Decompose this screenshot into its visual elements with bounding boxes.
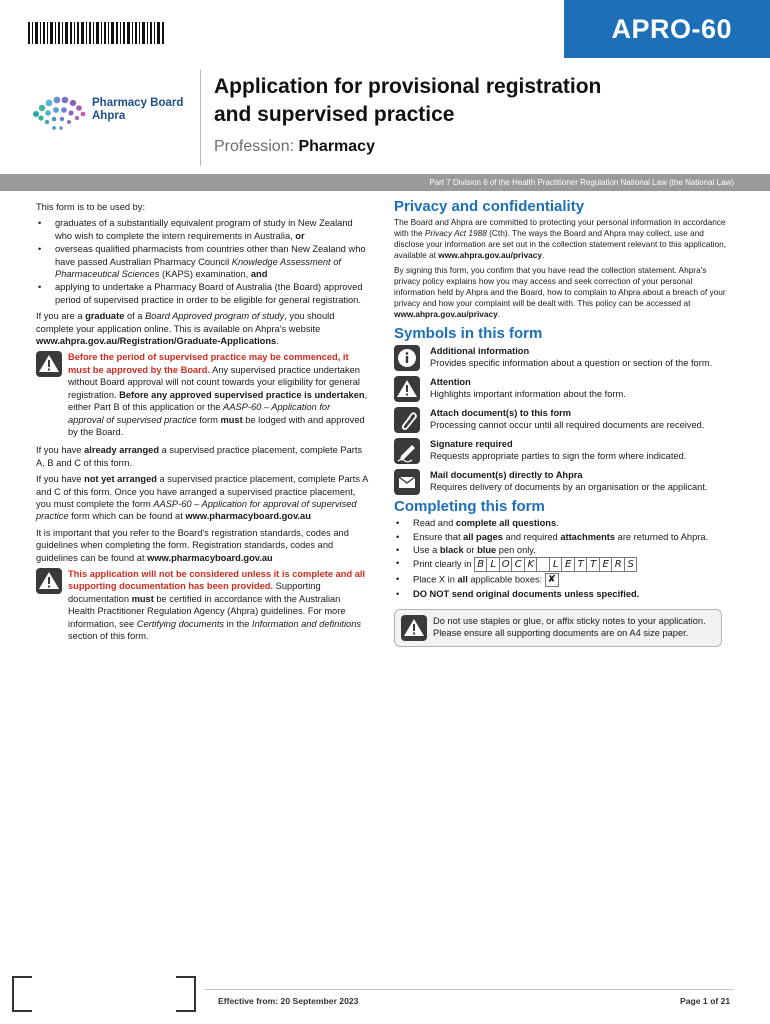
pharmacy-board-link[interactable]: www.pharmacyboard.gov.au [147,552,273,563]
crop-mark-left [12,976,32,1012]
graduate-applications-link[interactable]: www.ahpra.gov.au/Registration/Graduate-Applications [36,336,277,347]
attention-note-complete: This application will not be considered unless it is complete and all supporting documentation has been provided. Supporting documentation must be certified in accordance with the Australian Health Practitioner Regulation Agency (Ahpra) guidelines. For more information, see Certifying documents in the Information and definitions section of this form. [36,568,368,642]
privacy-paragraph-2: By signing this form, you confirm that you have read the collection statement. Ahpra's privacy policy explains how you may access and seek correction of your personal information held by Ahpra and the Board, how to complain to Ahpra about a breach of your privacy and how your complaint will be dealt with. This policy can be accessed at www.ahpra.gov.au/privacy. [394,265,726,320]
symbol-title: Attention [430,376,471,387]
privacy-link[interactable]: www.ahpra.gov.au/privacy [394,309,498,320]
symbol-desc: Requests appropriate parties to sign the form where indicated. [430,451,687,462]
symbol-title: Mail document(s) directly to Ahpra [430,469,583,480]
block-letters-example: B L O C K L E T T E R S [474,557,638,572]
form-code: APRO-60 [611,13,732,44]
list-item: • Read and complete all questions. [394,517,732,529]
symbol-attach [394,407,732,433]
symbol-desc: Provides specific information about a question or section of the form. [430,358,713,369]
graduate-paragraph: If you are a graduate of a Board Approved program of study, you should complete your application online. This is available on Ahpra's website www.ahpra.gov.au/Registration/Graduate-Applications. [36,311,335,347]
logo-line1: Pharmacy Board [92,97,184,109]
paperclip-icon [394,407,420,433]
symbol-title: Attach document(s) to this form [430,407,572,418]
symbol-desc: Processing cannot occur until all required documents are received. [430,420,705,431]
symbol-title: Signature required [430,438,513,449]
usage-list [36,217,368,306]
signature-icon [394,438,420,464]
logo-line2: Ahpra [92,110,126,122]
right-column [394,198,732,647]
intro-text: This form is to be used by: [36,202,146,212]
already-arranged-paragraph: If you have already arranged a supervised practice placement, complete Parts A, B and C of this form. [36,445,363,468]
attention-icon [36,351,62,377]
list-item: • Ensure that all pages and required attachments are returned to Ahpra. [394,531,732,543]
privacy-link[interactable]: www.ahpra.gov.au/privacy [438,250,543,261]
left-column [36,201,368,648]
barcode [28,22,164,44]
symbol-info [394,345,732,371]
crop-mark-right [176,976,196,1012]
list-item: • Place X in all applicable boxes: ✘ [394,573,732,587]
symbol-desc: Requires delivery of documents by an organisation or the applicant. [430,482,708,493]
symbol-signature [394,438,732,464]
list-item: • Print clearly in B L O C K L E T T E R S [394,557,732,572]
law-reference-bar [0,174,770,191]
logo-text [92,97,183,123]
header-divider [200,70,201,166]
list-item: • Use a black or blue pen only. [394,544,732,556]
standards-paragraph: It is important that you refer to the Board's registration standards, codes and guidelines when completing the form. Registration standards, codes and guidelines can be found at www.pharmacyboard.gov.au [36,527,349,563]
paper-notice-box [394,609,722,647]
title-line2: and supervised practice [214,103,455,126]
attention-icon [394,376,420,402]
symbol-title: Additional information [430,345,530,356]
symbols-heading: Symbols in this form [394,325,543,343]
profession-label: Profession: [214,138,299,155]
symbols-list [394,345,732,495]
symbol-attention [394,376,732,402]
page-title [214,73,734,129]
title-line1: Application for provisional registration [214,75,602,98]
notice-line2: Please ensure all supporting documents are on A4 size paper. [433,628,689,639]
mail-icon [394,469,420,495]
profession-value: Pharmacy [298,138,375,155]
pharmacy-board-link[interactable]: www.pharmacyboard.gov.au [185,511,311,522]
list-item: • graduates of a substantially equivalent program of study in New Zealand who wish to complete the intern requirements in Australia, or [36,217,368,242]
completing-heading: Completing this form [394,497,545,515]
list-item: • applying to undertake a Pharmacy Board of Australia (the Board) approved period of supervised practice in order to be eligible for general registration. [36,281,368,306]
symbol-mail [394,469,732,495]
list-item: • DO NOT send original documents unless specified. [394,588,732,600]
page-number: Page 1 of 21 [680,996,731,1006]
attention-icon [401,615,427,641]
form-code-banner [564,0,770,58]
info-icon [394,345,420,371]
profession [214,138,375,156]
list-item: • overseas qualified pharmacists from countries other than New Zealand who have passed Australian Pharmacy Council Knowledge Assessment of Pharmaceutical Sciences (KAPS) examination, and [36,243,368,280]
privacy-paragraph-1: The Board and Ahpra are committed to protecting your personal information in accordance with the Privacy Act 1988 (Cth). The ways the Board and Ahpra may collect, use and disclose your information are set out in the collection statement relevant to this application, available at www.ahpra.gov.au/privacy. [394,217,727,261]
footer-divider [204,989,734,990]
attention-icon [36,568,62,594]
not-arranged-paragraph: If you have not yet arranged a supervised practice placement, complete Parts A and C of this form. Once you have arranged a supervised practice placement, you must complete the form AASP-60 – Application for approval of supervised practice form which can be found at www.pharmacyboard.gov.au [36,474,368,522]
attention-note-approval: Before the period of supervised practice may be commenced, it must be approved by the Board. Any supervised practice undertaken without Board approval will not count towards your eligibility for general registration. Before any approved supervised practice is undertaken, either Part B of this application or the AASP-60 – Application for approval of supervised practice form must be lodged with and approved by the Board. [36,351,368,438]
law-reference: Part 7 Division 6 of the Health Practitioner Regulation National Law (the National Law) [429,178,734,187]
effective-date: Effective from: 20 September 2023 [218,996,359,1006]
completing-list [394,517,732,601]
example-checkbox: ✘ [545,573,559,587]
notice-line1: Do not use staples or glue, or affix sticky notes to your application. [433,615,706,626]
privacy-heading: Privacy and confidentiality [394,198,585,215]
symbol-desc: Highlights important information about the form. [430,389,626,400]
